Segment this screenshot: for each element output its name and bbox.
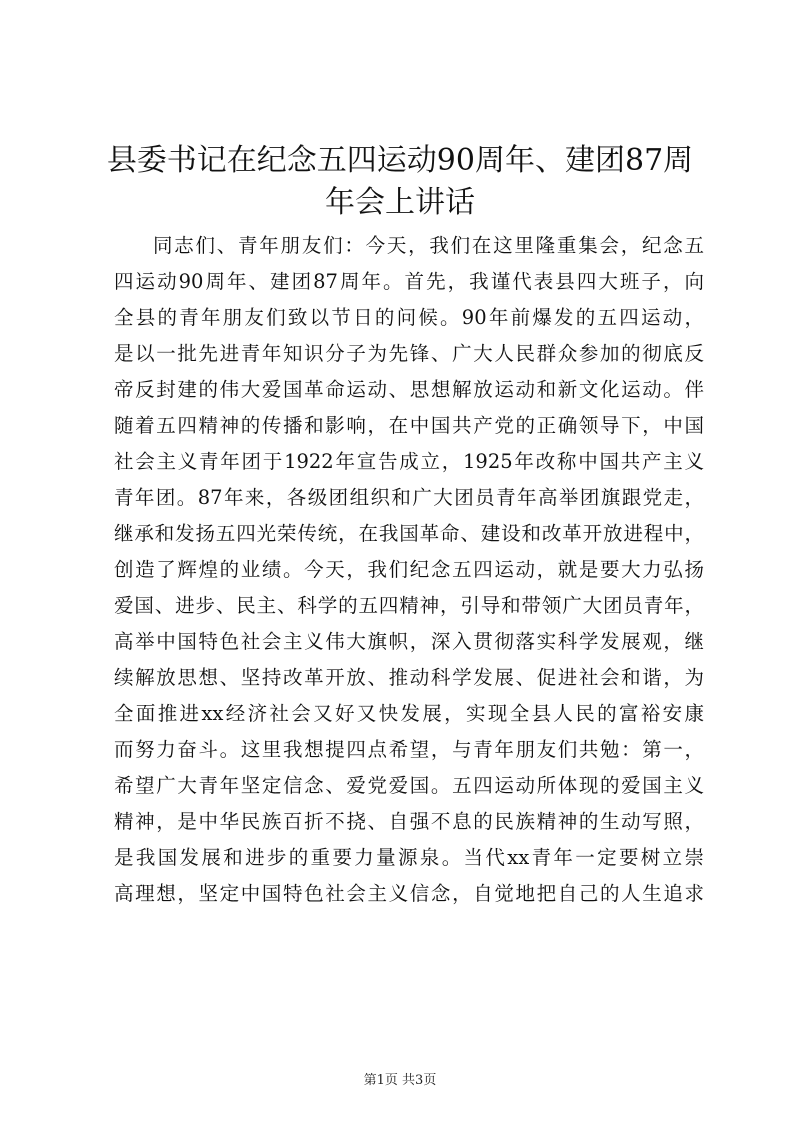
body-line: 创造了辉煌的业绩。今天，我们纪念五四运动，就是要大力弘扬 xyxy=(114,558,704,581)
body-line: 而努力奋斗。这里我想提四点希望，与青年朋友们共勉：第一， xyxy=(114,738,704,761)
body-line: 续解放思想、坚持改革开放、推动科学发展、促进社会和谐，为 xyxy=(114,666,704,689)
title-line: 年会上讲话 xyxy=(325,185,475,220)
body-line: 是以一批先进青年知识分子为先锋、广大人民群众参加的彻底反 xyxy=(114,342,704,365)
body-line: 继承和发扬五四光荣传统，在我国革命、建设和改革开放进程中， xyxy=(114,522,704,545)
page-number-footer: 第1页 共3页 xyxy=(363,1073,437,1088)
document-title xyxy=(90,140,710,224)
body-line: 随着五四精神的传播和影响，在中国共产党的正确领导下，中国 xyxy=(114,414,704,437)
body-line: 精神，是中华民族百折不挠、自强不息的民族精神的生动写照， xyxy=(114,810,704,833)
body-line: 高理想，坚定中国特色社会主义信念，自觉地把自己的人生追求 xyxy=(114,882,704,905)
body-line: 社会主义青年团于1922年宣告成立，1925年改称中国共产主义 xyxy=(114,450,704,473)
body-line: 青年团。87年来，各级团组织和广大团员青年高举团旗跟党走， xyxy=(114,486,704,509)
body-line: 四运动90周年、建团87周年。首先，我谨代表县四大班子，向 xyxy=(114,270,704,293)
body-line: 高举中国特色社会主义伟大旗帜，深入贯彻落实科学发展观，继 xyxy=(114,630,704,653)
body-line: 希望广大青年坚定信念、爱党爱国。五四运动所体现的爱国主义 xyxy=(114,774,704,797)
body-line: 全县的青年朋友们致以节日的问候。90年前爆发的五四运动， xyxy=(114,306,704,329)
body-line: 全面推进xx经济社会又好又快发展，实现全县人民的富裕安康 xyxy=(114,702,704,725)
body-line: 帝反封建的伟大爱国革命运动、思想解放运动和新文化运动。伴 xyxy=(114,378,704,401)
body-line: 是我国发展和进步的重要力量源泉。当代xx青年一定要树立崇 xyxy=(114,846,704,869)
document-body xyxy=(114,228,704,912)
title-line: 县委书记在纪念五四运动90周年、建团87周 xyxy=(106,143,694,178)
body-line: 同志们、青年朋友们：今天，我们在这里隆重集会，纪念五 xyxy=(153,234,704,257)
body-line: 爱国、进步、民主、科学的五四精神，引导和带领广大团员青年， xyxy=(114,594,704,617)
